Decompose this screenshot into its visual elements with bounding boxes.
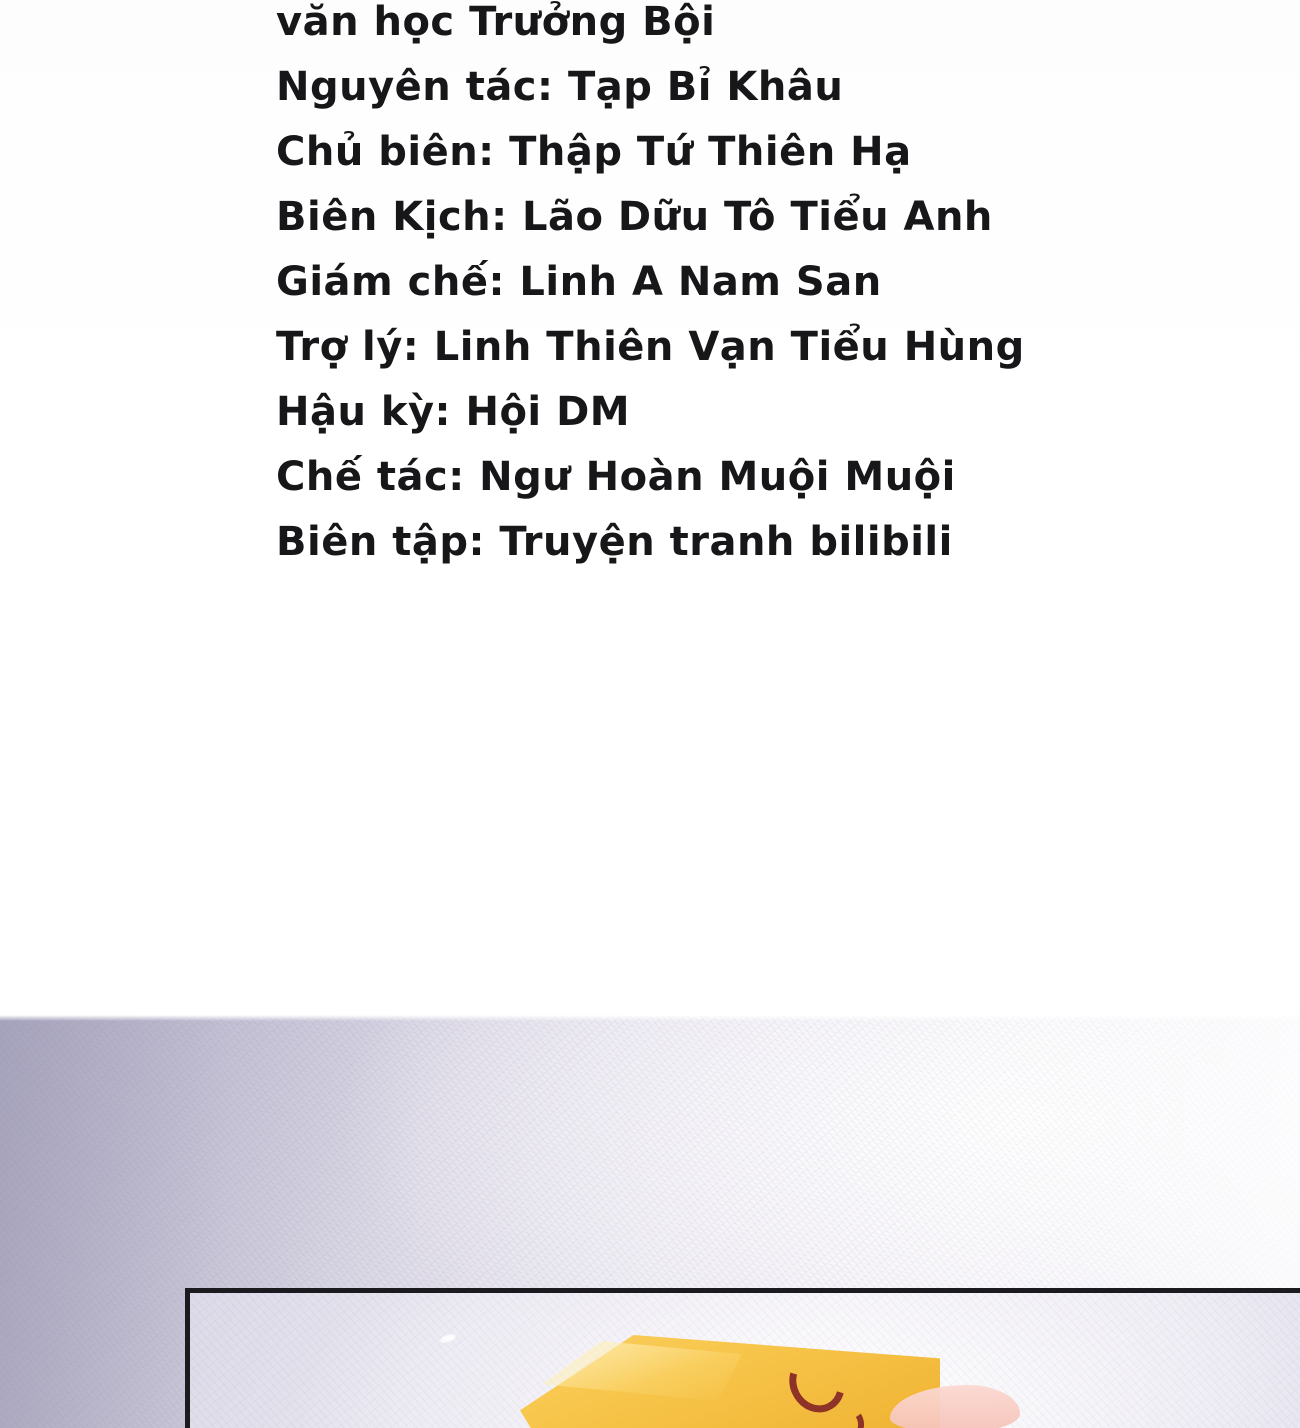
credit-line: Chủ biên: Thập Tứ Thiên Hạ <box>276 129 912 175</box>
credit-line: Biên tập: Truyện tranh bilibili <box>276 519 953 565</box>
credit-line: Nguyên tác: Tạp Bỉ Khâu <box>276 64 844 110</box>
credit-line: Trợ lý: Linh Thiên Vạn Tiểu Hùng <box>276 324 1025 370</box>
scene-top-edge <box>0 1015 1300 1021</box>
comic-panel <box>185 1288 1300 1428</box>
credit-line: Biên Kịch: Lão Dữu Tô Tiểu Anh <box>276 194 993 240</box>
credit-line: Chế tác: Ngư Hoàn Muội Muội <box>276 454 956 500</box>
credit-line: Giám chế: Linh A Nam San <box>276 259 882 305</box>
credit-line: Hậu kỳ: Hội DM <box>276 389 631 435</box>
credit-line: văn học Trưởng Bội <box>276 0 716 45</box>
credits-list <box>276 0 1256 575</box>
